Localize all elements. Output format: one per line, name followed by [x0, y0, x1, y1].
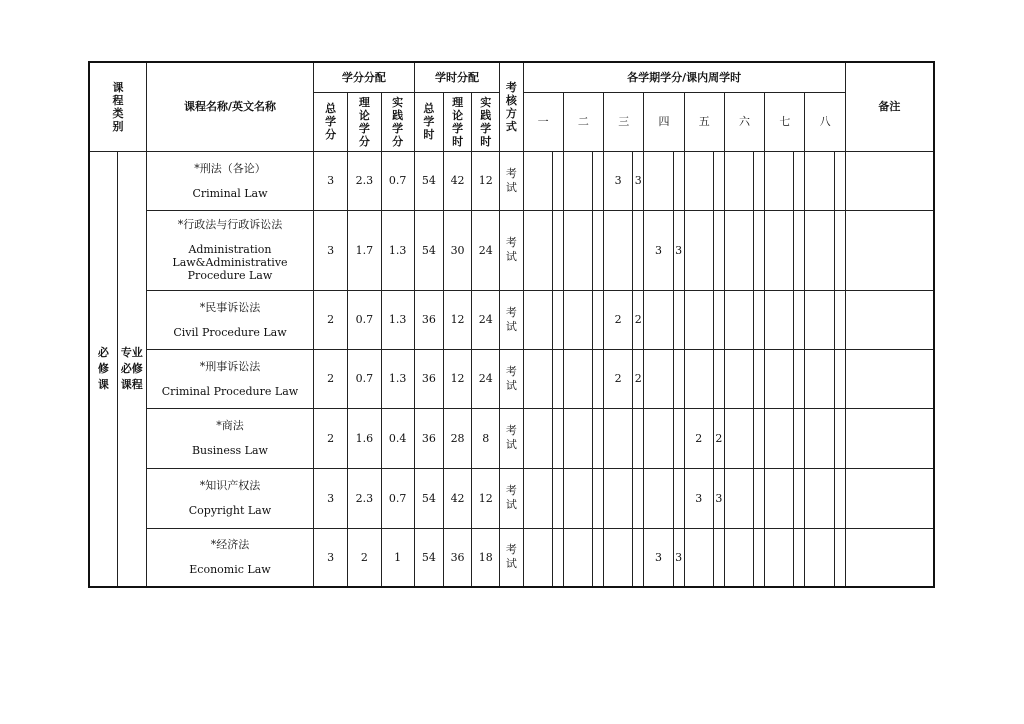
course-name	[146, 408, 313, 468]
course-theory-hours: 30	[443, 210, 471, 290]
semester-cell	[604, 408, 633, 468]
semester-cell	[523, 349, 552, 408]
semester-cell	[794, 468, 805, 528]
course-practice-hours: 12	[472, 151, 500, 210]
course-name	[146, 349, 313, 408]
header-category: 课程类别	[89, 62, 146, 151]
course-theory-credits: 2.3	[348, 151, 381, 210]
semester-cell	[523, 528, 552, 587]
semester-cell	[592, 349, 603, 408]
course-hours: 36	[414, 290, 443, 349]
semester-cell	[765, 468, 794, 528]
semester-cell	[633, 468, 644, 528]
course-credits: 2	[314, 408, 348, 468]
semester-cell	[592, 408, 603, 468]
category-sub: 专业必修课程	[117, 151, 146, 587]
course-name-en: Economic Law	[189, 563, 271, 577]
table-row	[89, 210, 934, 290]
course-exam: 考试	[500, 408, 523, 468]
semester-cell	[765, 349, 794, 408]
semester-cell	[794, 528, 805, 587]
semester-cell	[684, 290, 713, 349]
course-name	[146, 290, 313, 349]
semester-cell	[552, 408, 563, 468]
course-practice-credits: 1	[381, 528, 414, 587]
course-theory-hours: 42	[443, 151, 471, 210]
course-name-en: Business Law	[191, 444, 268, 457]
course-name-cn: *刑法（各论）	[194, 161, 266, 175]
course-practice-credits: 1.3	[381, 290, 414, 349]
course-credits: 3	[314, 210, 348, 290]
semester-cell: 3	[604, 151, 633, 210]
semester-cell	[552, 349, 563, 408]
semester-cell: 2	[604, 349, 633, 408]
semester-cell	[724, 468, 753, 528]
semester-cell	[754, 468, 765, 528]
semester-cell	[724, 210, 753, 290]
semester-cell	[834, 408, 845, 468]
semester-cell	[684, 528, 713, 587]
semester-cell: 3	[684, 468, 713, 528]
course-name-cn: *商法	[216, 419, 244, 432]
course-practice-hours: 8	[472, 408, 500, 468]
semester-cell	[684, 210, 713, 290]
course-theory-hours: 12	[443, 290, 471, 349]
semester-cell	[724, 408, 753, 468]
course-exam: 考试	[500, 151, 523, 210]
header-theory-credits: 理论学分	[348, 92, 381, 151]
course-credits: 3	[314, 528, 348, 587]
course-credits: 2	[314, 290, 348, 349]
semester-cell	[633, 210, 644, 290]
semester-cell	[794, 290, 805, 349]
course-remarks	[845, 408, 934, 468]
semester-cell: 3	[644, 210, 673, 290]
semester-cell	[765, 151, 794, 210]
semester-cell	[834, 468, 845, 528]
semester-cell	[713, 151, 724, 210]
header-semester-5: 五	[684, 92, 724, 151]
semester-cell: 2	[604, 290, 633, 349]
course-remarks	[845, 468, 934, 528]
semester-cell	[805, 528, 834, 587]
semester-cell	[523, 210, 552, 290]
semester-cell	[834, 349, 845, 408]
semester-cell: 2	[713, 408, 724, 468]
header-total-hours: 总学时	[414, 92, 443, 151]
header-semester-3: 三	[604, 92, 644, 151]
semester-cell	[552, 468, 563, 528]
semester-cell	[633, 528, 644, 587]
course-practice-hours: 24	[472, 349, 500, 408]
header-semester-group: 各学期学分/课内周学时	[523, 62, 845, 92]
course-hours: 36	[414, 408, 443, 468]
semester-cell	[765, 408, 794, 468]
course-theory-hours: 28	[443, 408, 471, 468]
semester-cell	[523, 290, 552, 349]
semester-cell	[794, 349, 805, 408]
course-exam: 考试	[500, 349, 523, 408]
course-name-en: Criminal Law	[192, 186, 268, 200]
course-name-cn: *知识产权法	[199, 479, 261, 492]
semester-cell	[724, 151, 753, 210]
table-row	[89, 408, 934, 468]
course-practice-hours: 12	[472, 468, 500, 528]
course-theory-credits: 0.7	[348, 349, 381, 408]
semester-cell	[834, 151, 845, 210]
semester-cell	[563, 528, 592, 587]
header-theory-hours: 理论学时	[443, 92, 471, 151]
table-row	[89, 528, 934, 587]
table-row	[89, 151, 934, 210]
semester-cell	[724, 349, 753, 408]
course-hours: 54	[414, 468, 443, 528]
semester-cell	[805, 151, 834, 210]
course-remarks	[845, 151, 934, 210]
header-semester-1: 一	[523, 92, 563, 151]
course-plan-table	[88, 61, 935, 588]
semester-cell: 3	[713, 468, 724, 528]
semester-cell	[633, 408, 644, 468]
semester-cell	[673, 408, 684, 468]
course-name	[146, 151, 313, 210]
course-credits: 3	[314, 468, 348, 528]
course-exam: 考试	[500, 528, 523, 587]
course-theory-hours: 42	[443, 468, 471, 528]
course-practice-credits: 1.3	[381, 349, 414, 408]
semester-cell	[592, 528, 603, 587]
semester-cell	[754, 290, 765, 349]
semester-cell	[805, 290, 834, 349]
semester-cell: 3	[633, 151, 644, 210]
semester-cell	[592, 290, 603, 349]
semester-cell: 3	[644, 528, 673, 587]
header-semester-4: 四	[644, 92, 684, 151]
course-practice-hours: 24	[472, 210, 500, 290]
semester-cell	[563, 210, 592, 290]
semester-cell	[754, 151, 765, 210]
course-hours: 36	[414, 349, 443, 408]
semester-cell	[754, 210, 765, 290]
semester-cell	[754, 349, 765, 408]
course-remarks	[845, 528, 934, 587]
course-theory-credits: 1.7	[348, 210, 381, 290]
semester-cell	[805, 349, 834, 408]
header-remarks: 备注	[845, 62, 934, 151]
semester-cell	[684, 151, 713, 210]
course-theory-hours: 36	[443, 528, 471, 587]
semester-cell	[592, 468, 603, 528]
course-theory-credits: 2	[348, 528, 381, 587]
semester-cell	[644, 290, 673, 349]
semester-cell	[563, 290, 592, 349]
semester-cell	[834, 290, 845, 349]
course-remarks	[845, 349, 934, 408]
header-semester-6: 六	[724, 92, 764, 151]
semester-cell	[523, 408, 552, 468]
semester-cell	[552, 528, 563, 587]
semester-cell	[834, 210, 845, 290]
semester-cell	[713, 528, 724, 587]
course-theory-credits: 2.3	[348, 468, 381, 528]
semester-cell	[754, 408, 765, 468]
semester-cell	[673, 468, 684, 528]
table-row	[89, 468, 934, 528]
course-remarks	[845, 210, 934, 290]
category-main: 必修课	[89, 151, 117, 587]
course-name-cn: *经济法	[210, 538, 250, 552]
course-credits: 3	[314, 151, 348, 210]
semester-cell	[523, 151, 552, 210]
semester-cell	[765, 210, 794, 290]
semester-cell: 3	[673, 210, 684, 290]
semester-cell	[604, 468, 633, 528]
semester-cell	[684, 349, 713, 408]
semester-cell	[673, 290, 684, 349]
semester-cell	[552, 210, 563, 290]
course-practice-credits: 0.7	[381, 151, 414, 210]
course-practice-credits: 0.4	[381, 408, 414, 468]
semester-cell	[592, 210, 603, 290]
semester-cell	[805, 408, 834, 468]
semester-cell	[754, 528, 765, 587]
course-name	[146, 468, 313, 528]
semester-cell	[604, 528, 633, 587]
course-name-en: Administration Law&Administrative Procedure Law	[172, 243, 288, 282]
semester-cell	[552, 151, 563, 210]
course-practice-credits: 0.7	[381, 468, 414, 528]
course-name-en: Copyright Law	[188, 504, 272, 517]
course-exam: 考试	[500, 290, 523, 349]
semester-cell	[724, 528, 753, 587]
semester-cell: 2	[633, 349, 644, 408]
course-hours: 54	[414, 151, 443, 210]
semester-cell	[644, 151, 673, 210]
course-practice-credits: 1.3	[381, 210, 414, 290]
header-credit-group: 学分分配	[314, 62, 415, 92]
course-name-cn: *民事诉讼法	[199, 300, 261, 314]
course-practice-hours: 18	[472, 528, 500, 587]
semester-cell	[644, 408, 673, 468]
course-name-cn: *刑事诉讼法	[199, 359, 261, 373]
course-name	[146, 210, 313, 290]
semester-cell	[794, 151, 805, 210]
semester-cell	[765, 290, 794, 349]
semester-cell: 2	[684, 408, 713, 468]
semester-cell	[523, 468, 552, 528]
semester-cell	[713, 349, 724, 408]
semester-cell	[563, 468, 592, 528]
header-practice-credits: 实践学分	[381, 92, 414, 151]
semester-cell	[765, 528, 794, 587]
course-name-cn: *行政法与行政诉讼法	[177, 218, 283, 231]
semester-cell	[794, 408, 805, 468]
semester-cell	[592, 151, 603, 210]
course-name-en: Criminal Procedure Law	[161, 384, 299, 398]
course-exam: 考试	[500, 468, 523, 528]
semester-cell	[713, 210, 724, 290]
semester-cell	[805, 210, 834, 290]
header-hours-group: 学时分配	[414, 62, 500, 92]
course-practice-hours: 24	[472, 290, 500, 349]
semester-cell	[604, 210, 633, 290]
semester-cell: 2	[633, 290, 644, 349]
semester-cell	[794, 210, 805, 290]
course-credits: 2	[314, 349, 348, 408]
header-course-name: 课程名称/英文名称	[146, 62, 313, 151]
table-row	[89, 290, 934, 349]
table-row	[89, 349, 934, 408]
course-remarks	[845, 290, 934, 349]
semester-cell: 3	[673, 528, 684, 587]
semester-cell	[552, 290, 563, 349]
semester-cell	[563, 408, 592, 468]
header-total-credits: 总学分	[314, 92, 348, 151]
semester-cell	[805, 468, 834, 528]
semester-cell	[834, 528, 845, 587]
course-hours: 54	[414, 528, 443, 587]
course-hours: 54	[414, 210, 443, 290]
course-name	[146, 528, 313, 587]
semester-cell	[563, 151, 592, 210]
course-exam: 考试	[500, 210, 523, 290]
semester-cell	[644, 349, 673, 408]
semester-cell	[673, 151, 684, 210]
course-name-en: Civil Procedure Law	[173, 325, 287, 339]
header-semester-8: 八	[805, 92, 845, 151]
course-theory-credits: 1.6	[348, 408, 381, 468]
semester-cell	[713, 290, 724, 349]
header-practice-hours: 实践学时	[472, 92, 500, 151]
course-theory-credits: 0.7	[348, 290, 381, 349]
semester-cell	[644, 468, 673, 528]
semester-cell	[563, 349, 592, 408]
semester-cell	[724, 290, 753, 349]
header-exam-method: 考核方式	[500, 62, 523, 151]
course-theory-hours: 12	[443, 349, 471, 408]
header-semester-2: 二	[563, 92, 603, 151]
semester-cell	[673, 349, 684, 408]
header-semester-7: 七	[765, 92, 805, 151]
